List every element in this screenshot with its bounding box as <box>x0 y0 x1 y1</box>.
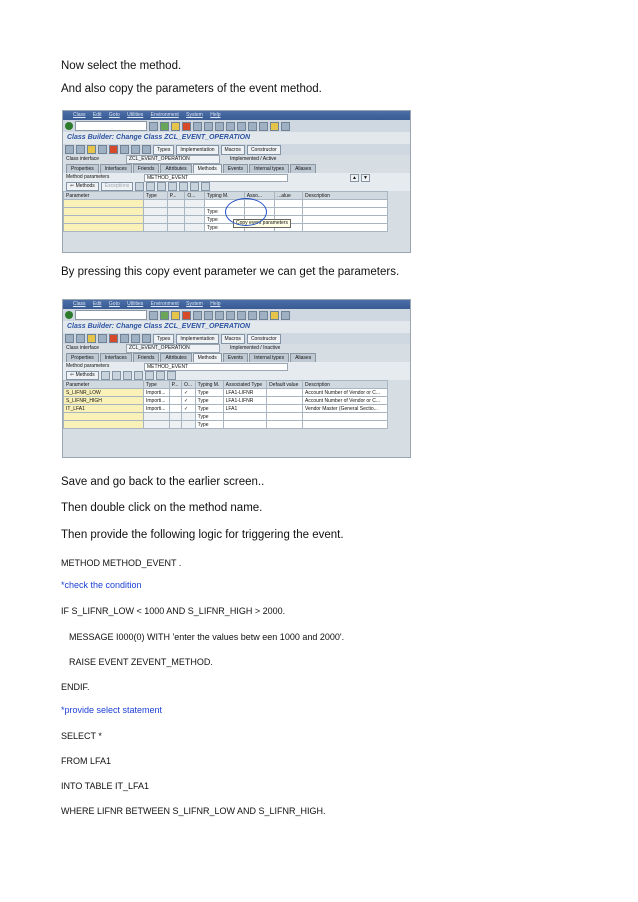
param-type[interactable]: Importi... <box>144 397 170 405</box>
optional-checkbox[interactable]: ✓ <box>182 397 196 405</box>
table-header <box>64 381 388 389</box>
column-header: O... <box>185 192 205 200</box>
class-interface-value: ZCL_EVENT_OPERATION <box>126 344 220 353</box>
where-used-icon[interactable] <box>120 334 129 343</box>
sap-title: Class Builder: Change Class ZCL_EVENT_OPERATION <box>63 321 410 333</box>
back-arrow-icon[interactable] <box>65 145 74 154</box>
back-icon[interactable] <box>160 122 169 131</box>
code-line: SELECT * <box>61 731 102 741</box>
layout-icon[interactable] <box>142 145 151 154</box>
cancel-icon[interactable] <box>182 311 191 320</box>
prev-page-icon[interactable] <box>237 122 246 131</box>
copy-icon[interactable] <box>168 182 177 191</box>
application-toolbar <box>63 333 410 344</box>
param-type[interactable]: Importi... <box>144 389 170 397</box>
activate-icon[interactable] <box>109 334 118 343</box>
menu-system[interactable]: System <box>186 301 203 307</box>
column-header: Default value <box>267 381 303 389</box>
menu-environment[interactable]: Environment <box>150 301 179 307</box>
caption-1: By pressing this copy event parameter we can get the parameters. <box>61 266 400 278</box>
constructor-button[interactable]: Constructor <box>247 145 281 155</box>
ok-icon[interactable] <box>65 122 73 130</box>
menu-class[interactable]: Class <box>73 301 86 307</box>
method-parameters-row <box>63 173 410 182</box>
tab-interfaces[interactable]: Interfaces <box>100 164 132 173</box>
code-line: METHOD METHOD_EVENT . <box>61 558 182 568</box>
tab-friends[interactable]: Friends <box>133 353 160 362</box>
param-name[interactable]: S_LIFNR_LOW <box>64 389 144 397</box>
associated-type[interactable]: LFA1 <box>223 405 267 413</box>
object-list-icon[interactable] <box>131 145 140 154</box>
print-icon[interactable] <box>193 122 202 131</box>
default-value[interactable] <box>267 405 303 413</box>
copy-icon[interactable] <box>134 371 143 380</box>
undo-icon[interactable] <box>190 182 199 191</box>
help-icon[interactable] <box>281 311 290 320</box>
types-button[interactable]: Types <box>153 145 174 155</box>
types-button[interactable]: Types <box>153 334 174 344</box>
exit-icon[interactable] <box>171 311 180 320</box>
forward-arrow-icon[interactable] <box>76 145 85 154</box>
sap-screenshot-1 <box>62 110 411 253</box>
tab-properties[interactable]: Properties <box>66 164 99 173</box>
param-button-row <box>63 182 410 191</box>
find-icon[interactable] <box>204 311 213 320</box>
class-tabs <box>63 164 410 173</box>
sap-menubar <box>63 111 410 120</box>
table-cell[interactable] <box>64 200 144 208</box>
column-header: Asso... <box>244 192 274 200</box>
check-icon[interactable] <box>98 334 107 343</box>
typing-method[interactable]: Type <box>195 413 223 421</box>
paste-icon[interactable] <box>179 182 188 191</box>
undo-icon[interactable] <box>156 371 165 380</box>
tab-internal-types[interactable]: Internal types <box>249 353 289 362</box>
insert-row-icon[interactable] <box>101 371 110 380</box>
column-header: Typing M. <box>195 381 223 389</box>
exit-icon[interactable] <box>171 122 180 131</box>
find-next-icon[interactable] <box>215 122 224 131</box>
description[interactable]: Vendor Master (General Sectio... <box>303 405 388 413</box>
column-header: Typing M. <box>204 192 244 200</box>
param-button-row <box>63 371 410 380</box>
description[interactable]: Account Number of Vendor or C... <box>303 397 388 405</box>
column-header: Description <box>303 192 388 200</box>
macros-button[interactable]: Macros <box>221 145 245 155</box>
typing-method[interactable]: Type <box>195 405 223 413</box>
associated-type[interactable]: LFA1-LIFNR <box>223 397 267 405</box>
display-change-icon[interactable] <box>87 334 96 343</box>
save-icon[interactable] <box>149 311 158 320</box>
paste-icon[interactable] <box>145 371 154 380</box>
after-line-2: Then double click on the method name. <box>61 502 263 514</box>
code-line: IF S_LIFNR_LOW < 1000 AND S_LIFNR_HIGH > 2000. <box>61 606 286 616</box>
code-line: RAISE EVENT ZEVENT_METHOD. <box>69 657 213 667</box>
delete-row-icon[interactable] <box>146 182 155 191</box>
scroll-down-icon[interactable]: ▼ <box>361 174 370 182</box>
sap-menubar <box>63 300 410 309</box>
print-icon[interactable] <box>193 311 202 320</box>
last-page-icon[interactable] <box>259 122 268 131</box>
column-header: Parameter <box>64 381 144 389</box>
tab-friends[interactable]: Friends <box>133 164 160 173</box>
last-page-icon[interactable] <box>259 311 268 320</box>
find-next-icon[interactable] <box>215 311 224 320</box>
copy-event-parameters-icon[interactable] <box>201 182 210 191</box>
class-interface-value: ZCL_EVENT_OPERATION <box>126 155 220 164</box>
column-header: ...alue <box>275 192 303 200</box>
code-comment: *check the condition <box>61 580 142 590</box>
menu-utilities[interactable]: Utilities <box>127 301 144 307</box>
param-name[interactable]: S_LIFNR_HIGH <box>64 397 144 405</box>
typing-method[interactable]: Type <box>195 397 223 405</box>
menu-environment[interactable]: Environment <box>150 112 179 118</box>
optional-checkbox[interactable]: ✓ <box>182 389 196 397</box>
forward-arrow-icon[interactable] <box>76 334 85 343</box>
save-icon[interactable] <box>149 122 158 131</box>
sap-title: Class Builder: Change Class ZCL_EVENT_OPERATION <box>63 132 410 144</box>
tab-interfaces[interactable]: Interfaces <box>100 353 132 362</box>
param-type[interactable]: Importi... <box>144 405 170 413</box>
activate-icon[interactable] <box>109 145 118 154</box>
column-header: P... <box>167 192 185 200</box>
column-header: P... <box>169 381 181 389</box>
associated-type[interactable]: LFA1-LIFNR <box>223 389 267 397</box>
ok-icon[interactable] <box>65 311 73 319</box>
method-parameters-value: METHOD_EVENT <box>144 174 288 182</box>
column-header: Description <box>303 381 388 389</box>
table-row[interactable] <box>64 389 388 397</box>
menu-goto[interactable]: Goto <box>108 112 120 118</box>
table-row[interactable] <box>64 421 388 429</box>
menu-edit[interactable]: Edit <box>92 301 102 307</box>
layout-icon[interactable] <box>142 334 151 343</box>
typing-method[interactable]: Type <box>195 421 223 429</box>
param-name[interactable]: IT_LFA1 <box>64 405 144 413</box>
table-row[interactable] <box>64 224 388 232</box>
description[interactable]: Account Number of Vendor or C... <box>303 389 388 397</box>
optional-checkbox[interactable]: ✓ <box>182 405 196 413</box>
cancel-icon[interactable] <box>182 122 191 131</box>
tab-events[interactable]: Events <box>223 164 248 173</box>
column-header: Type <box>144 381 170 389</box>
macros-button[interactable]: Macros <box>221 334 245 344</box>
where-used-icon[interactable] <box>120 145 129 154</box>
object-list-icon[interactable] <box>131 334 140 343</box>
table-row[interactable] <box>64 413 388 421</box>
code-comment: *provide select statement <box>61 705 163 715</box>
help-icon[interactable] <box>281 122 290 131</box>
tab-aliases[interactable]: Aliases <box>290 353 316 362</box>
cut-icon[interactable] <box>157 182 166 191</box>
first-page-icon[interactable] <box>226 311 235 320</box>
menu-help[interactable]: Help <box>210 112 221 118</box>
table-cell[interactable]: Type <box>204 216 244 224</box>
parameter-table <box>63 380 388 429</box>
next-page-icon[interactable] <box>248 122 257 131</box>
column-header: O... <box>182 381 196 389</box>
code-line: ENDIF. <box>61 682 90 692</box>
new-session-icon[interactable] <box>270 122 279 131</box>
copy-event-parameters-icon[interactable] <box>167 371 176 380</box>
copy-event-parameters-tooltip: Copy event parameters <box>233 219 291 228</box>
menu-help[interactable]: Help <box>210 301 221 307</box>
methods-button[interactable]: ⇐ Methods <box>66 182 99 191</box>
tab-events[interactable]: Events <box>223 353 248 362</box>
tab-properties[interactable]: Properties <box>66 353 99 362</box>
first-page-icon[interactable] <box>226 122 235 131</box>
column-header: Type <box>144 192 168 200</box>
table-row[interactable] <box>64 405 388 413</box>
tab-attributes[interactable]: Attributes <box>160 164 191 173</box>
tab-methods[interactable]: Methods <box>193 164 222 173</box>
column-header: Associated Type <box>223 381 267 389</box>
constructor-button[interactable]: Constructor <box>247 334 281 344</box>
class-interface-label: Class interface <box>66 156 100 162</box>
class-interface-row <box>63 155 410 164</box>
tab-aliases[interactable]: Aliases <box>290 164 316 173</box>
menu-edit[interactable]: Edit <box>92 112 102 118</box>
typing-method[interactable]: Type <box>195 389 223 397</box>
scroll-up-icon[interactable]: ▲ <box>350 174 359 182</box>
application-toolbar <box>63 144 410 155</box>
code-line: FROM LFA1 <box>61 756 112 766</box>
class-tabs <box>63 353 410 362</box>
default-value[interactable] <box>267 389 303 397</box>
implementation-button[interactable]: Implementation <box>176 334 218 344</box>
after-line-1: Save and go back to the earlier screen.. <box>61 476 265 488</box>
method-parameters-row <box>63 362 410 371</box>
class-status: Implemented / Active <box>230 156 277 162</box>
tab-internal-types[interactable]: Internal types <box>249 164 289 173</box>
intro-line-1: Now select the method. <box>61 60 182 72</box>
new-session-icon[interactable] <box>270 311 279 320</box>
implementation-button[interactable]: Implementation <box>176 145 218 155</box>
class-interface-row <box>63 344 410 353</box>
delete-row-icon[interactable] <box>112 371 121 380</box>
menu-class[interactable]: Class <box>73 112 86 118</box>
menu-utilities[interactable]: Utilities <box>127 112 144 118</box>
sap-system-toolbar <box>63 309 410 321</box>
table-row[interactable] <box>64 397 388 405</box>
tab-attributes[interactable]: Attributes <box>160 353 191 362</box>
pass-value-checkbox[interactable] <box>169 405 181 413</box>
prev-page-icon[interactable] <box>237 311 246 320</box>
code-line: WHERE LIFNR BETWEEN S_LIFNR_LOW AND S_LIFNR_HIGH. <box>61 806 326 816</box>
tab-methods[interactable]: Methods <box>193 353 222 362</box>
code-line: INTO TABLE IT_LFA1 <box>61 781 150 791</box>
pass-value-checkbox[interactable] <box>169 389 181 397</box>
back-icon[interactable] <box>160 311 169 320</box>
pass-value-checkbox[interactable] <box>169 397 181 405</box>
column-header: Parameter <box>64 192 144 200</box>
class-interface-label: Class interface <box>66 345 100 351</box>
table-cell[interactable]: Type <box>204 208 244 216</box>
methods-button[interactable]: ⇐ Methods <box>66 371 99 380</box>
cut-icon[interactable] <box>123 371 132 380</box>
default-value[interactable] <box>267 397 303 405</box>
method-parameters-label: Method parameters <box>66 363 110 369</box>
table-header <box>64 192 388 200</box>
menu-system[interactable]: System <box>186 112 203 118</box>
highlight-circle <box>225 198 267 226</box>
insert-row-icon[interactable] <box>135 182 144 191</box>
sap-system-toolbar <box>63 120 410 132</box>
after-line-3: Then provide the following logic for triggering the event. <box>61 529 344 541</box>
command-field[interactable] <box>75 121 147 131</box>
back-arrow-icon[interactable] <box>65 334 74 343</box>
table-cell[interactable]: Type <box>204 224 244 232</box>
method-parameters-value: METHOD_EVENT <box>144 363 288 371</box>
check-icon[interactable] <box>98 145 107 154</box>
method-parameters-label: Method parameters <box>66 174 110 180</box>
code-line: MESSAGE I000(0) WITH 'enter the values betw een 1000 and 2000'. <box>69 632 345 642</box>
next-page-icon[interactable] <box>248 311 257 320</box>
display-change-icon[interactable] <box>87 145 96 154</box>
find-icon[interactable] <box>204 122 213 131</box>
intro-line-2: And also copy the parameters of the event method. <box>61 83 322 95</box>
class-status: Implemented / Inactive <box>230 345 281 351</box>
exceptions-button[interactable]: Exceptions <box>101 182 133 191</box>
command-field[interactable] <box>75 310 147 320</box>
sap-screenshot-2 <box>62 299 411 458</box>
menu-goto[interactable]: Goto <box>108 301 120 307</box>
